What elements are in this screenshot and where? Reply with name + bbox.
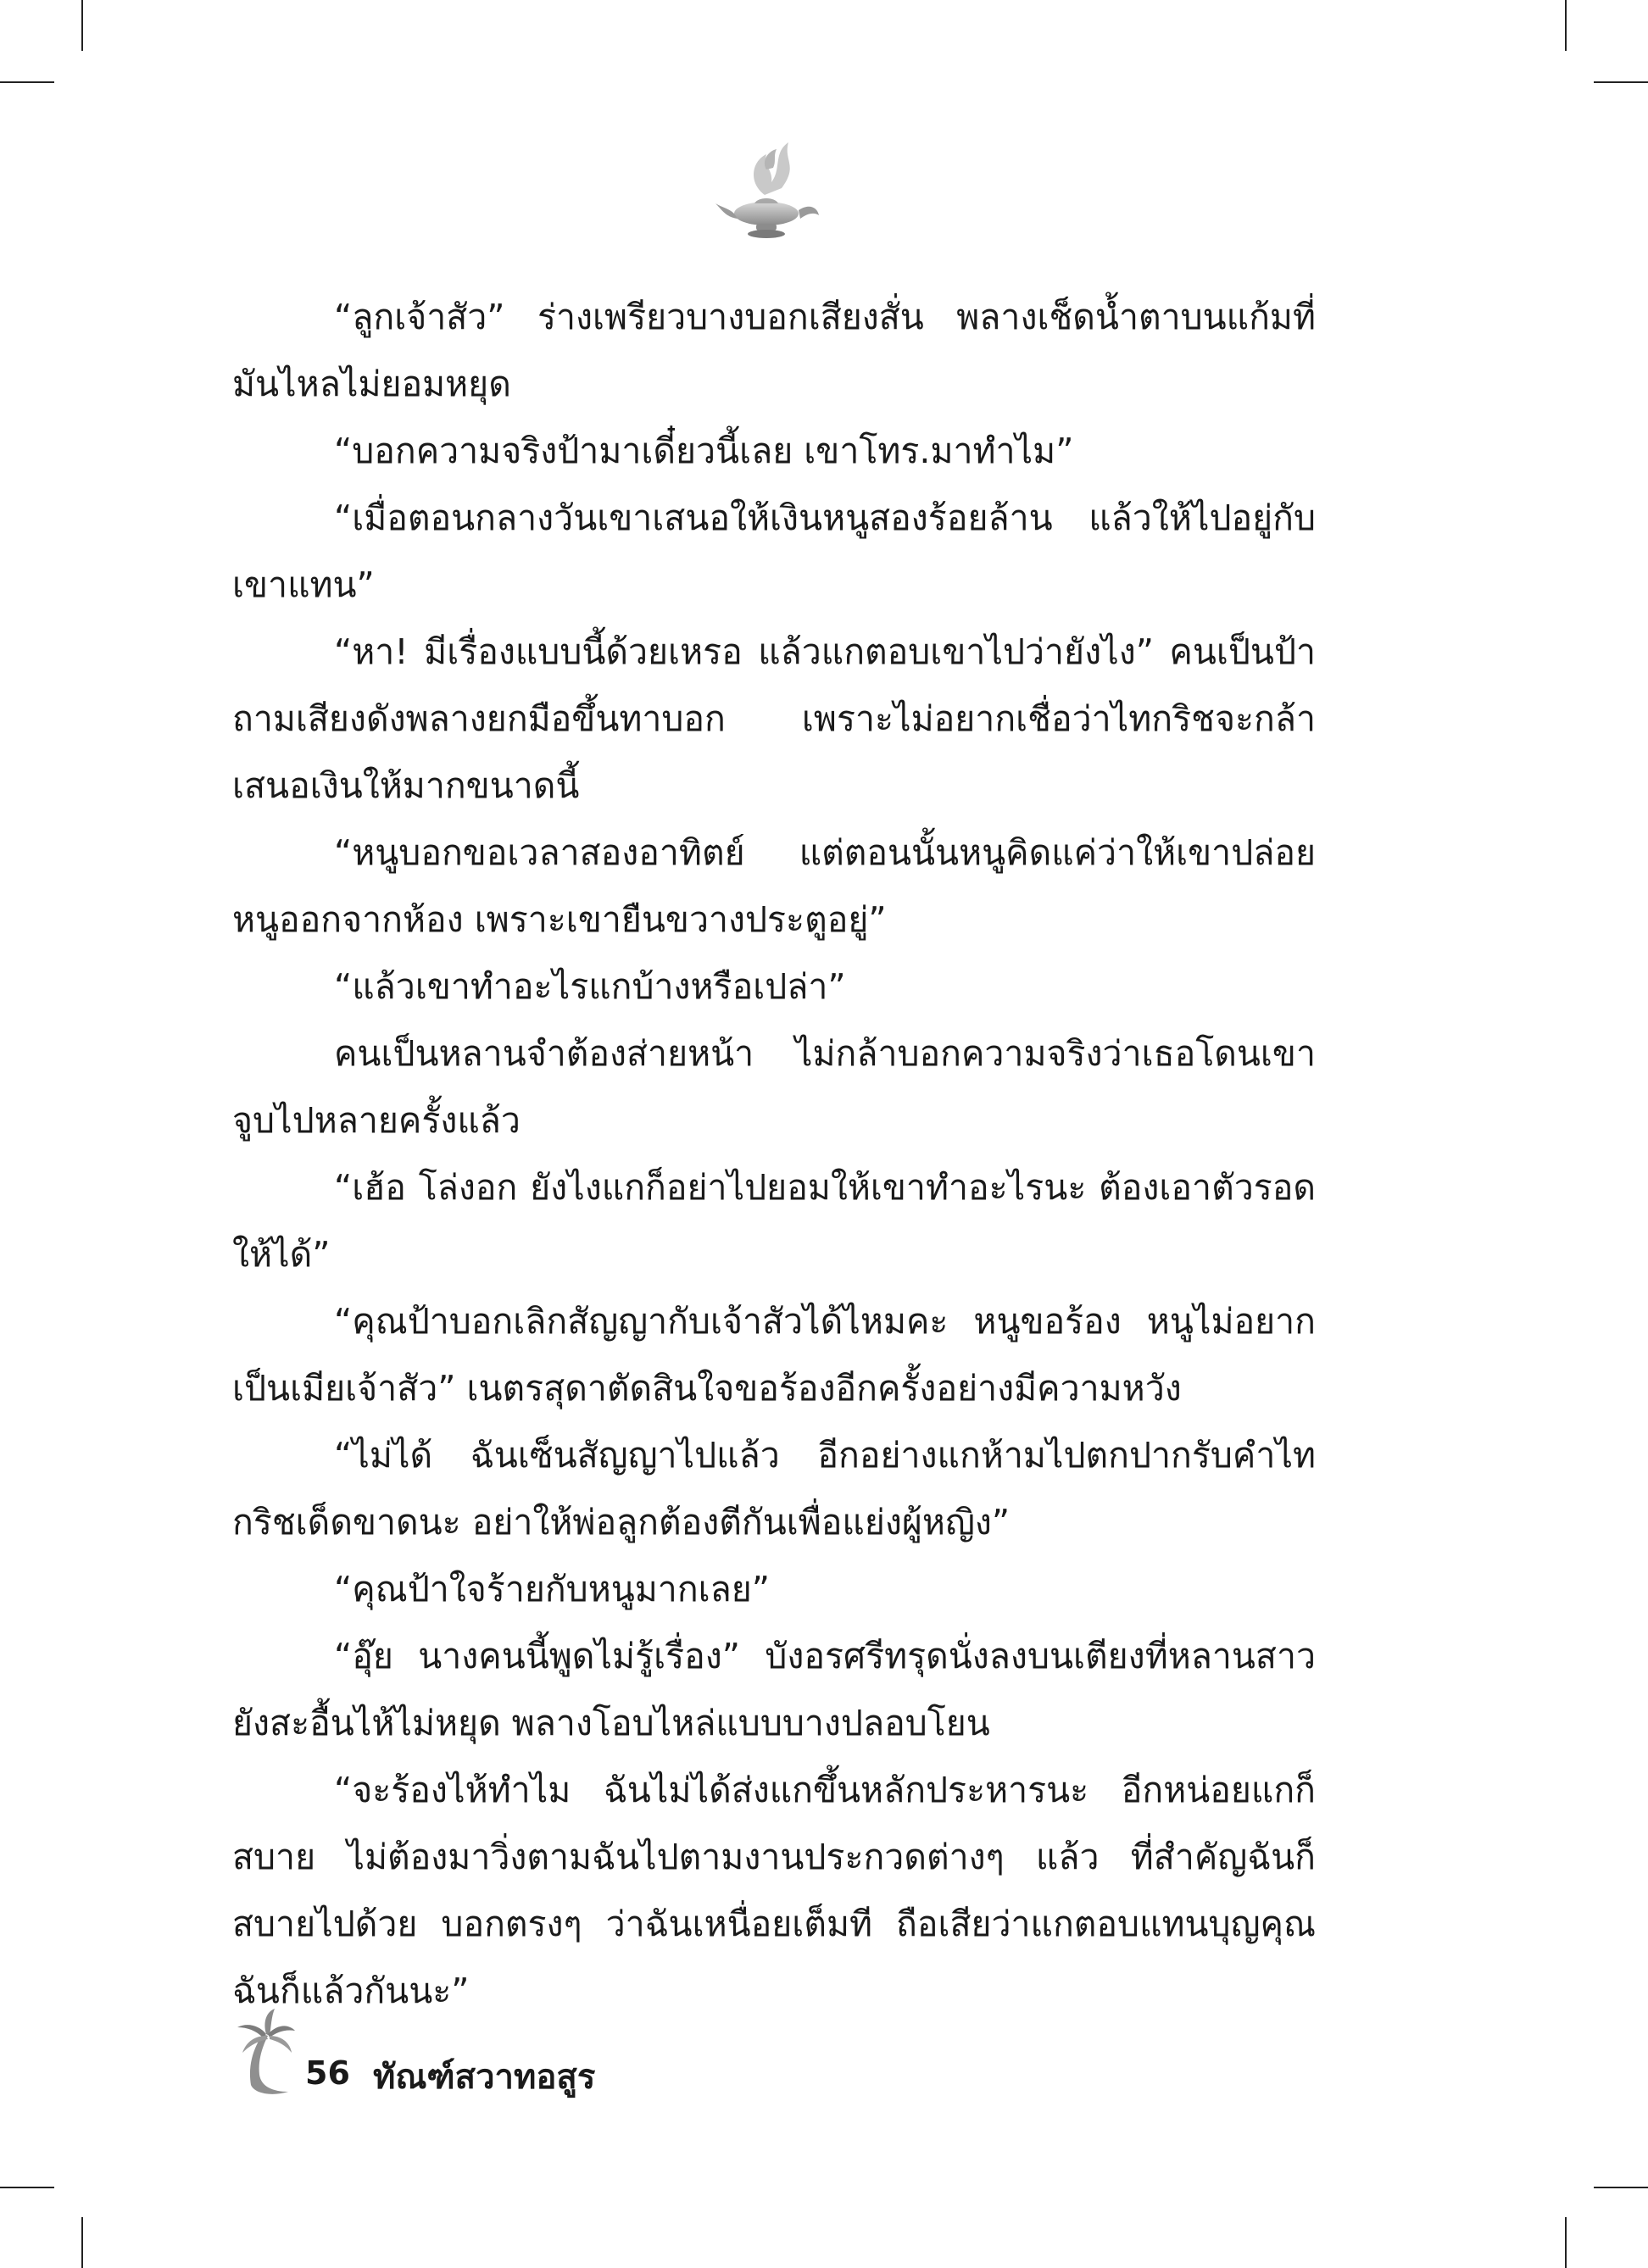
paragraph: “เมื่อตอนกลางวันเขาเสนอให้เงินหนูสองร้อยล้าน แล้วให้ไปอยู่กับเขาแทน” bbox=[232, 498, 1316, 605]
paragraph: “หา! มีเรื่องแบบนี้ด้วยเหรอ แล้วแกตอบเขาไปว่ายังไง” คนเป็นป้าถามเสียงดังพลางยกมือขึ้นทาบอก เพราะไม่อยากเชื่อว่าไทกริชจะกล้าเสนอเงินให้มากขนาดนี้ bbox=[232, 631, 1316, 806]
paragraph: “แล้วเขาทำอะไรแกบ้างหรือเปล่า” bbox=[334, 966, 846, 1007]
page-footer bbox=[229, 2009, 907, 2110]
paragraph: “หนูบอกขอเวลาสองอาทิตย์ แต่ตอนนั้นหนูคิดแค่ว่าให้เขาปล่อยหนูออกจากห้อง เพราะเขายืนขวางประตูอยู่” bbox=[232, 832, 1316, 940]
crop-mark bbox=[81, 0, 83, 51]
paragraph: “ไม่ได้ ฉันเซ็นสัญญาไปแล้ว อีกอย่างแกห้ามไปตกปากรับคำไทกริชเด็ดขาดนะ อย่าให้พ่อลูกต้องตีกันเพื่อแย่งผู้หญิง” bbox=[232, 1435, 1316, 1543]
paragraph: “เฮ้อ โล่งอก ยังไงแกก็อย่าไปยอมให้เขาทำอะไรนะ ต้องเอาตัวรอดให้ได้” bbox=[232, 1167, 1316, 1275]
crop-mark bbox=[1594, 81, 1648, 83]
paragraph: “จะร้องไห้ทำไม ฉันไม่ได้ส่งแกขึ้นหลักประหารนะ อีกหน่อยแกก็สบาย ไม่ต้องมาวิ่งตามฉันไปตามงานประกวดต่างๆ แล้ว ที่สำคัญฉันก็สบายไปด้วย บอกตรงๆ ว่าฉันเหนื่อยเต็มที ถือเสียว่าแกตอบแทนบุญคุณฉันก็แล้วกันนะ” bbox=[232, 1770, 1316, 2011]
genie-lamp-icon bbox=[714, 136, 824, 242]
crop-mark bbox=[0, 81, 54, 83]
paragraph: “คุณป้าใจร้ายกับหนูมากเลย” bbox=[334, 1569, 771, 1609]
paragraph: คนเป็นหลานจำต้องส่ายหน้า ไม่กล้าบอกความจริงว่าเธอโดนเขาจูบไปหลายครั้งแล้ว bbox=[232, 1033, 1316, 1141]
paragraph: “อุ๊ย นางคนนี้พูดไม่รู้เรื่อง” บังอรศรีทรุดนั่งลงบนเตียงที่หลานสาวยังสะอื้นไห้ไม่หยุด พลางโอบไหล่แบบบางปลอบโยน bbox=[232, 1636, 1316, 1743]
body-text bbox=[232, 284, 1316, 2025]
page-number: 56 bbox=[305, 2054, 350, 2092]
crop-mark bbox=[0, 2187, 54, 2188]
palm-tree-icon bbox=[229, 2009, 297, 2097]
crop-mark bbox=[81, 2217, 83, 2268]
book-title: ทัณฑ์สวาทอสูร bbox=[373, 2058, 596, 2097]
paragraph: “ลูกเจ้าสัว” ร่างเพรียวบางบอกเสียงสั่น พลางเช็ดน้ำตาบนแก้มที่มันไหลไม่ยอมหยุด bbox=[232, 297, 1316, 404]
crop-mark bbox=[1565, 0, 1567, 51]
paragraph: “บอกความจริงป้ามาเดี๋ยวนี้เลย เขาโทร.มาทำไม” bbox=[334, 431, 1074, 471]
crop-mark bbox=[1565, 2217, 1567, 2268]
paragraph: “คุณป้าบอกเลิกสัญญากับเจ้าสัวได้ไหมคะ หนูขอร้อง หนูไม่อยากเป็นเมียเจ้าสัว” เนตรสุดาตัดสินใจขอร้องอีกครั้งอย่างมีความหวัง bbox=[232, 1301, 1316, 1409]
crop-mark bbox=[1594, 2187, 1648, 2188]
